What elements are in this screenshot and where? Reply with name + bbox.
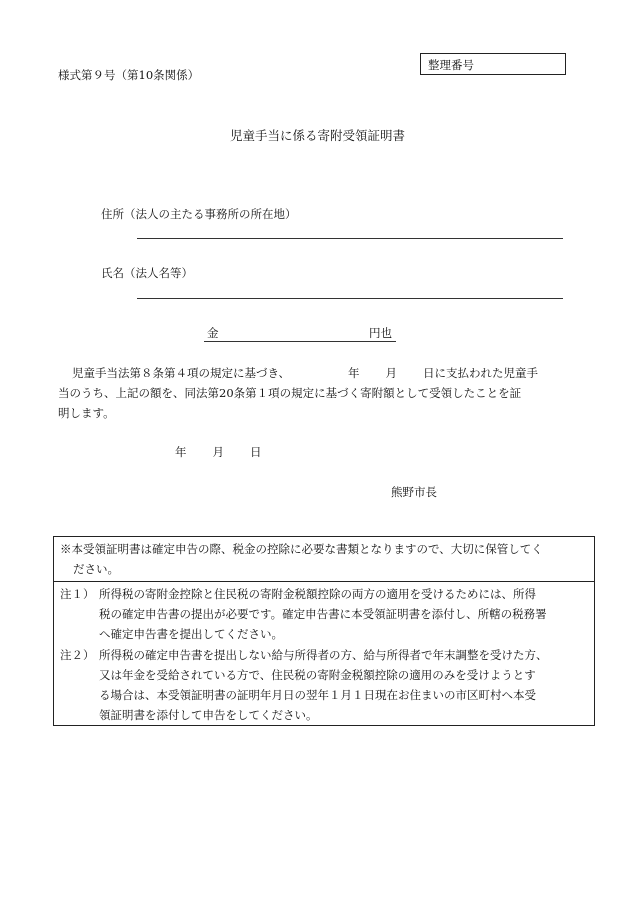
body-month: 月 xyxy=(385,366,398,380)
name-label: 氏名（法人名等） xyxy=(101,266,193,280)
name-line[interactable] xyxy=(137,298,563,299)
body-line-3: 明します。 xyxy=(58,406,115,420)
note1-line-3: へ確定申告書を提出してください。 xyxy=(99,627,283,641)
form-number: 様式第９号（第10条関係） xyxy=(58,68,200,82)
note1-line-2: 税の確定申告書の提出が必要です。確定申告書に本受領証明書を添付し、所轄の税務署 xyxy=(99,607,547,621)
certification-date xyxy=(175,444,262,460)
seiri-number-box[interactable] xyxy=(420,53,566,75)
note1-line-1: 所得税の寄附金控除と住民税の寄附金税額控除の両方の適用を受けるためには、所得 xyxy=(99,587,536,601)
body-line-1-a: 児童手当法第８条第４項の規定に基づき、 xyxy=(72,366,291,380)
note2-line-2: 又は年金を受給されている方で、住民税の寄附金税額控除の適用のみを受けようとす xyxy=(99,668,536,682)
notice-line-2: ださい。 xyxy=(73,562,119,576)
address-label: 住所（法人の主たる事務所の所在地） xyxy=(101,207,297,221)
note2-line-3: る場合は、本受領証明書の証明年月日の翌年１月１日現在お住まいの市区町村へ本受 xyxy=(99,688,536,702)
amount-prefix: 金 xyxy=(207,326,219,340)
notice-box xyxy=(53,536,595,726)
note2-line-4: 領証明書を添付して申告をしてください。 xyxy=(99,708,318,722)
date-year: 年 xyxy=(175,445,187,459)
body-line-1 xyxy=(72,365,538,381)
body-line-1-b: 日に支払われた児童手 xyxy=(423,366,539,380)
issuer-name: 熊野市長 xyxy=(391,485,437,499)
amount-suffix: 円也 xyxy=(369,326,392,340)
date-month: 月 xyxy=(212,445,224,459)
notice-line-1: ※本受領証明書は確定申告の際、税金の控除に必要な書類となりますので、大切に保管してく xyxy=(60,542,543,556)
body-line-2: 当のうち、上記の額を、同法第20条第１項の規定に基づく寄附額として受領したことを証 xyxy=(58,386,522,400)
note1-label: 注１） xyxy=(60,587,95,601)
seiri-number-label: 整理番号 xyxy=(428,58,474,72)
note2-line-1: 所得税の確定申告書を提出しない給与所得者の方、給与所得者で年末調整を受けた方、 xyxy=(99,648,548,662)
document-title: 児童手当に係る寄附受領証明書 xyxy=(230,128,406,143)
notice-divider xyxy=(54,581,594,582)
note2-label: 注２） xyxy=(60,648,95,662)
body-year: 年 xyxy=(348,366,360,380)
address-line[interactable] xyxy=(137,238,563,239)
amount-underline[interactable] xyxy=(204,341,396,342)
date-day: 日 xyxy=(250,445,262,459)
